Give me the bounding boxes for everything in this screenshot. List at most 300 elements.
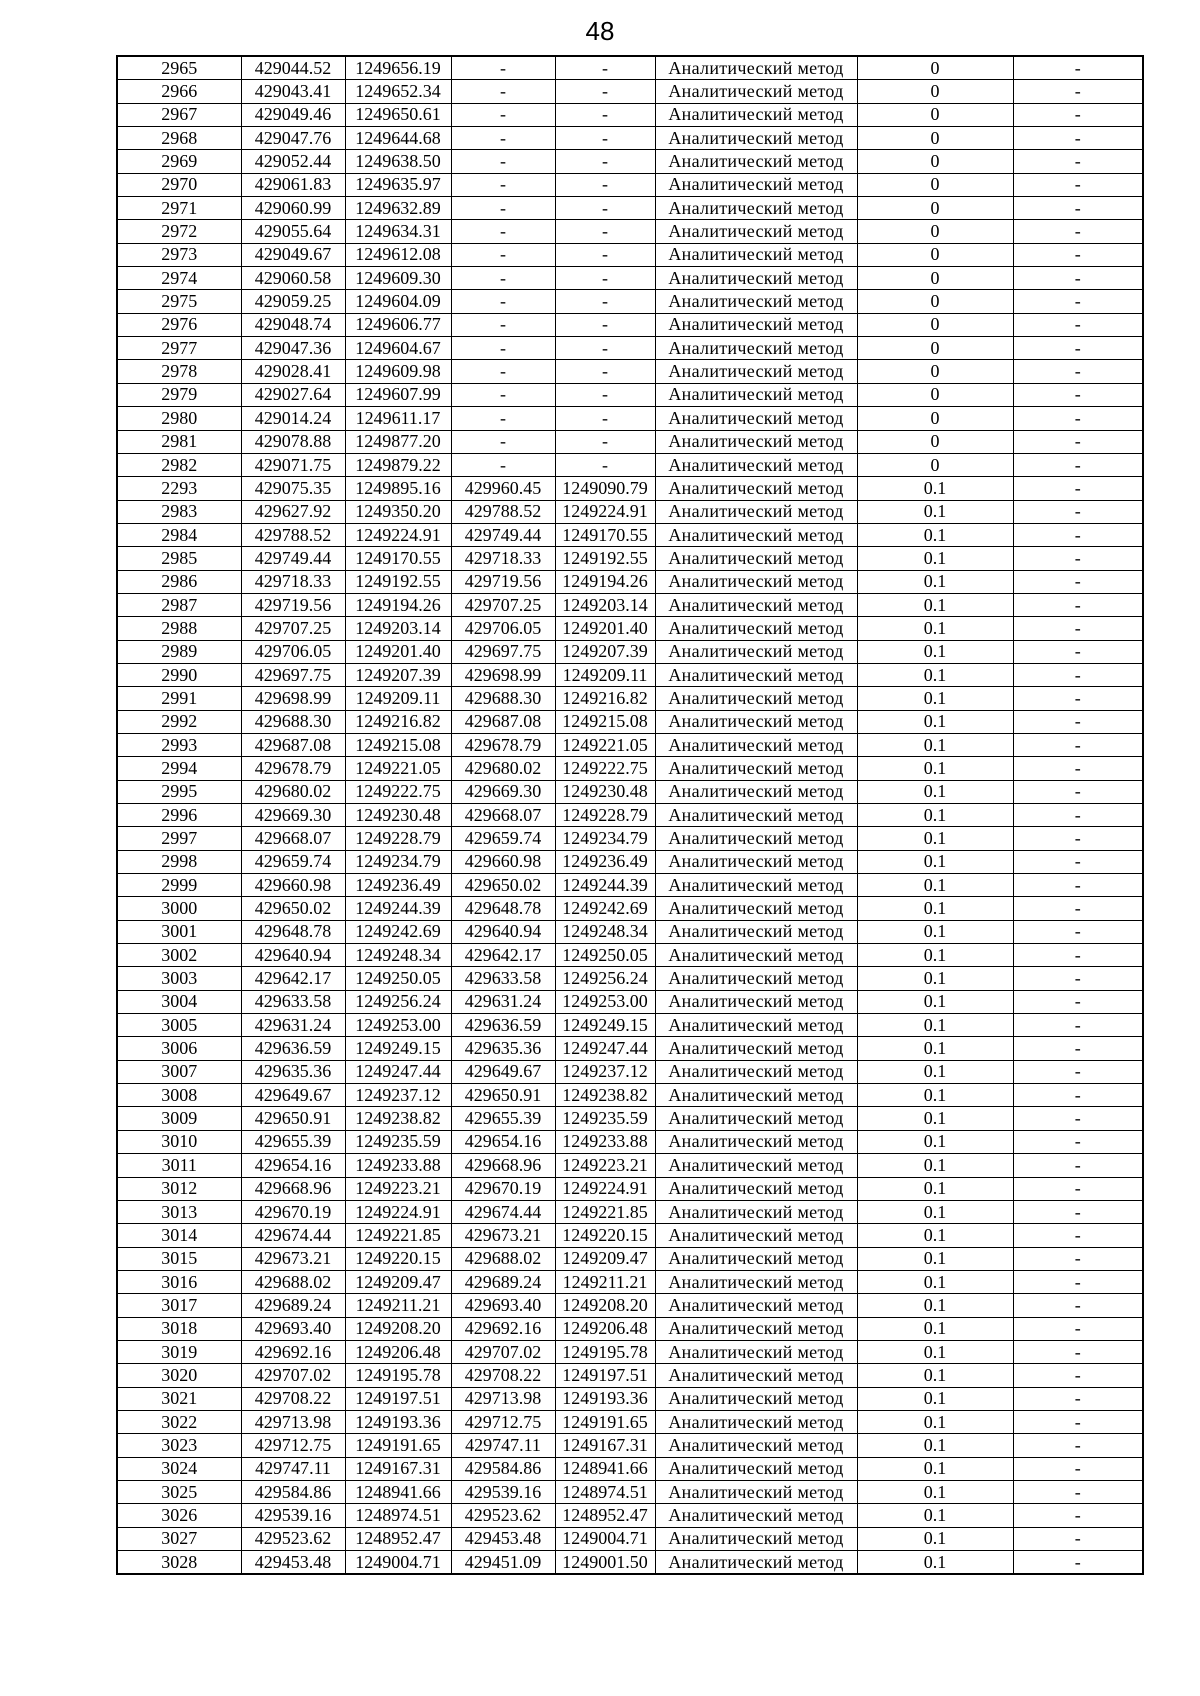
x2-coordinate-cell: - [451,383,555,406]
accuracy-cell: 0 [857,313,1013,336]
method-cell: Аналитический метод [655,1130,857,1153]
x-coordinate-cell: 429707.25 [241,617,345,640]
x-coordinate-cell: 429059.25 [241,290,345,313]
method-cell: Аналитический метод [655,383,857,406]
y-coordinate-cell: 1249195.78 [345,1364,451,1387]
x-coordinate-cell: 429453.48 [241,1551,345,1575]
y2-coordinate-cell: 1249234.79 [555,827,655,850]
table-row [117,1387,1143,1410]
accuracy-cell: 0.1 [857,804,1013,827]
note-cell: - [1013,220,1143,243]
accuracy-cell: 0 [857,150,1013,173]
y-coordinate-cell: 1249224.91 [345,523,451,546]
accuracy-cell: 0 [857,290,1013,313]
note-cell: - [1013,593,1143,616]
table-row [117,1037,1143,1060]
point-number-cell: 2967 [117,103,241,126]
y2-coordinate-cell: - [555,80,655,103]
x-coordinate-cell: 429075.35 [241,477,345,500]
method-cell: Аналитический метод [655,757,857,780]
table-row [117,313,1143,336]
table-row [117,617,1143,640]
method-cell: Аналитический метод [655,1014,857,1037]
y2-coordinate-cell: 1249256.24 [555,967,655,990]
y2-coordinate-cell: 1249203.14 [555,593,655,616]
point-number-cell: 3025 [117,1480,241,1503]
method-cell: Аналитический метод [655,710,857,733]
point-number-cell: 3001 [117,920,241,943]
x-coordinate-cell: 429047.36 [241,337,345,360]
y-coordinate-cell: 1249635.97 [345,173,451,196]
table-row [117,243,1143,266]
point-number-cell: 2977 [117,337,241,360]
y2-coordinate-cell: - [555,360,655,383]
x-coordinate-cell: 429649.67 [241,1084,345,1107]
x-coordinate-cell: 429660.98 [241,874,345,897]
method-cell: Аналитический метод [655,1200,857,1223]
accuracy-cell: 0.1 [857,617,1013,640]
x-coordinate-cell: 429060.99 [241,197,345,220]
y2-coordinate-cell: 1249224.91 [555,500,655,523]
accuracy-cell: 0.1 [857,1154,1013,1177]
x-coordinate-cell: 429052.44 [241,150,345,173]
note-cell: - [1013,1317,1143,1340]
table-row [117,80,1143,103]
accuracy-cell: 0.1 [857,1527,1013,1550]
y-coordinate-cell: 1249247.44 [345,1060,451,1083]
x-coordinate-cell: 429747.11 [241,1457,345,1480]
method-cell: Аналитический метод [655,1060,857,1083]
y2-coordinate-cell: 1249209.11 [555,663,655,686]
note-cell: - [1013,1200,1143,1223]
note-cell: - [1013,127,1143,150]
y2-coordinate-cell: 1249001.50 [555,1551,655,1575]
note-cell: - [1013,1224,1143,1247]
x2-coordinate-cell: 429678.79 [451,733,555,756]
note-cell: - [1013,1504,1143,1527]
y2-coordinate-cell: 1249238.82 [555,1084,655,1107]
x2-coordinate-cell: 429451.09 [451,1551,555,1575]
x-coordinate-cell: 429669.30 [241,804,345,827]
method-cell: Аналитический метод [655,1294,857,1317]
table-row [117,1364,1143,1387]
y2-coordinate-cell: - [555,127,655,150]
x-coordinate-cell: 429055.64 [241,220,345,243]
y-coordinate-cell: 1249209.11 [345,687,451,710]
point-number-cell: 2989 [117,640,241,663]
point-number-cell: 2970 [117,173,241,196]
table-row [117,220,1143,243]
point-number-cell: 3023 [117,1434,241,1457]
point-number-cell: 3027 [117,1527,241,1550]
note-cell: - [1013,103,1143,126]
x-coordinate-cell: 429718.33 [241,570,345,593]
y2-coordinate-cell: 1249247.44 [555,1037,655,1060]
x2-coordinate-cell: 429660.98 [451,850,555,873]
y-coordinate-cell: 1249167.31 [345,1457,451,1480]
point-number-cell: 2988 [117,617,241,640]
y-coordinate-cell: 1249656.19 [345,56,451,80]
note-cell: - [1013,850,1143,873]
accuracy-cell: 0.1 [857,640,1013,663]
x2-coordinate-cell: 429680.02 [451,757,555,780]
point-number-cell: 2983 [117,500,241,523]
table-row [117,804,1143,827]
point-number-cell: 2975 [117,290,241,313]
accuracy-cell: 0.1 [857,990,1013,1013]
y-coordinate-cell: 1249879.22 [345,453,451,476]
x2-coordinate-cell: 429642.17 [451,944,555,967]
table-row [117,967,1143,990]
x-coordinate-cell: 429049.46 [241,103,345,126]
x-coordinate-cell: 429539.16 [241,1504,345,1527]
method-cell: Аналитический метод [655,407,857,430]
table-row [117,197,1143,220]
note-cell: - [1013,337,1143,360]
note-cell: - [1013,804,1143,827]
point-number-cell: 2965 [117,56,241,80]
y2-coordinate-cell: - [555,220,655,243]
accuracy-cell: 0.1 [857,1130,1013,1153]
accuracy-cell: 0.1 [857,500,1013,523]
y-coordinate-cell: 1249248.34 [345,944,451,967]
y-coordinate-cell: 1249238.82 [345,1107,451,1130]
y-coordinate-cell: 1249208.20 [345,1317,451,1340]
table-row [117,103,1143,126]
point-number-cell: 3004 [117,990,241,1013]
x-coordinate-cell: 429687.08 [241,733,345,756]
point-number-cell: 3028 [117,1551,241,1575]
accuracy-cell: 0 [857,103,1013,126]
x2-coordinate-cell: 429712.75 [451,1410,555,1433]
table-row [117,850,1143,873]
x2-coordinate-cell: - [451,56,555,80]
y2-coordinate-cell: 1249233.88 [555,1130,655,1153]
note-cell: - [1013,663,1143,686]
x-coordinate-cell: 429673.21 [241,1247,345,1270]
y-coordinate-cell: 1249650.61 [345,103,451,126]
x-coordinate-cell: 429648.78 [241,920,345,943]
accuracy-cell: 0.1 [857,1247,1013,1270]
table-row [117,1224,1143,1247]
note-cell: - [1013,197,1143,220]
note-cell: - [1013,687,1143,710]
accuracy-cell: 0 [857,267,1013,290]
point-number-cell: 2972 [117,220,241,243]
table-row [117,1014,1143,1037]
x2-coordinate-cell: 429539.16 [451,1480,555,1503]
method-cell: Аналитический метод [655,1037,857,1060]
accuracy-cell: 0 [857,56,1013,80]
method-cell: Аналитический метод [655,1434,857,1457]
method-cell: Аналитический метод [655,1457,857,1480]
accuracy-cell: 0.1 [857,1410,1013,1433]
point-number-cell: 2971 [117,197,241,220]
note-cell: - [1013,920,1143,943]
y2-coordinate-cell: 1249249.15 [555,1014,655,1037]
method-cell: Аналитический метод [655,663,857,686]
y2-coordinate-cell: 1249242.69 [555,897,655,920]
method-cell: Аналитический метод [655,103,857,126]
y2-coordinate-cell: 1249248.34 [555,920,655,943]
y-coordinate-cell: 1249235.59 [345,1130,451,1153]
x-coordinate-cell: 429584.86 [241,1480,345,1503]
y2-coordinate-cell: 1249224.91 [555,1177,655,1200]
y2-coordinate-cell: 1249236.49 [555,850,655,873]
y-coordinate-cell: 1249609.30 [345,267,451,290]
y-coordinate-cell: 1249209.47 [345,1270,451,1293]
x-coordinate-cell: 429668.96 [241,1177,345,1200]
y2-coordinate-cell: 1249197.51 [555,1364,655,1387]
y-coordinate-cell: 1249211.21 [345,1294,451,1317]
y2-coordinate-cell: - [555,103,655,126]
x2-coordinate-cell: 429708.22 [451,1364,555,1387]
table-row [117,1247,1143,1270]
point-number-cell: 2985 [117,547,241,570]
x-coordinate-cell: 429680.02 [241,780,345,803]
x2-coordinate-cell: 429655.39 [451,1107,555,1130]
accuracy-cell: 0.1 [857,967,1013,990]
point-number-cell: 3014 [117,1224,241,1247]
note-cell: - [1013,243,1143,266]
accuracy-cell: 0.1 [857,920,1013,943]
x-coordinate-cell: 429706.05 [241,640,345,663]
table-row [117,430,1143,453]
x2-coordinate-cell: 429673.21 [451,1224,555,1247]
x-coordinate-cell: 429650.02 [241,897,345,920]
y-coordinate-cell: 1248952.47 [345,1527,451,1550]
method-cell: Аналитический метод [655,197,857,220]
accuracy-cell: 0.1 [857,710,1013,733]
x-coordinate-cell: 429078.88 [241,430,345,453]
x2-coordinate-cell: 429648.78 [451,897,555,920]
table-row [117,1270,1143,1293]
note-cell: - [1013,1037,1143,1060]
table-row [117,173,1143,196]
method-cell: Аналитический метод [655,1107,857,1130]
table-row [117,1200,1143,1223]
method-cell: Аналитический метод [655,827,857,850]
note-cell: - [1013,547,1143,570]
table-row [117,1130,1143,1153]
x2-coordinate-cell: - [451,127,555,150]
accuracy-cell: 0.1 [857,850,1013,873]
accuracy-cell: 0.1 [857,1434,1013,1457]
y2-coordinate-cell: - [555,383,655,406]
note-cell: - [1013,967,1143,990]
point-number-cell: 2984 [117,523,241,546]
y2-coordinate-cell: 1249206.48 [555,1317,655,1340]
x2-coordinate-cell: 429688.30 [451,687,555,710]
accuracy-cell: 0.1 [857,733,1013,756]
table-row [117,290,1143,313]
y2-coordinate-cell: 1249253.00 [555,990,655,1013]
method-cell: Аналитический метод [655,1317,857,1340]
method-cell: Аналитический метод [655,1270,857,1293]
y2-coordinate-cell: 1249237.12 [555,1060,655,1083]
point-number-cell: 2992 [117,710,241,733]
x2-coordinate-cell: - [451,313,555,336]
x-coordinate-cell: 429668.07 [241,827,345,850]
table-row [117,150,1143,173]
method-cell: Аналитический метод [655,453,857,476]
note-cell: - [1013,570,1143,593]
y-coordinate-cell: 1249191.65 [345,1434,451,1457]
method-cell: Аналитический метод [655,687,857,710]
point-number-cell: 3016 [117,1270,241,1293]
x-coordinate-cell: 429636.59 [241,1037,345,1060]
method-cell: Аналитический метод [655,1224,857,1247]
x-coordinate-cell: 429650.91 [241,1107,345,1130]
y2-coordinate-cell: 1249250.05 [555,944,655,967]
table-row [117,1154,1143,1177]
table-row [117,710,1143,733]
x2-coordinate-cell: 429650.02 [451,874,555,897]
x2-coordinate-cell: - [451,290,555,313]
x-coordinate-cell: 429071.75 [241,453,345,476]
accuracy-cell: 0.1 [857,547,1013,570]
note-cell: - [1013,1340,1143,1363]
accuracy-cell: 0.1 [857,1177,1013,1200]
y-coordinate-cell: 1249223.21 [345,1177,451,1200]
accuracy-cell: 0.1 [857,874,1013,897]
point-number-cell: 3026 [117,1504,241,1527]
accuracy-cell: 0 [857,360,1013,383]
note-cell: - [1013,897,1143,920]
method-cell: Аналитический метод [655,944,857,967]
point-number-cell: 3010 [117,1130,241,1153]
x-coordinate-cell: 429693.40 [241,1317,345,1340]
x2-coordinate-cell: 429697.75 [451,640,555,663]
y-coordinate-cell: 1249221.05 [345,757,451,780]
x2-coordinate-cell: - [451,103,555,126]
x2-coordinate-cell: 429693.40 [451,1294,555,1317]
point-number-cell: 2999 [117,874,241,897]
y-coordinate-cell: 1249256.24 [345,990,451,1013]
x-coordinate-cell: 429014.24 [241,407,345,430]
y2-coordinate-cell: - [555,290,655,313]
x2-coordinate-cell: - [451,80,555,103]
method-cell: Аналитический метод [655,1177,857,1200]
accuracy-cell: 0.1 [857,523,1013,546]
y-coordinate-cell: 1249237.12 [345,1084,451,1107]
x2-coordinate-cell: 429719.56 [451,570,555,593]
accuracy-cell: 0.1 [857,897,1013,920]
y2-coordinate-cell: 1249244.39 [555,874,655,897]
x2-coordinate-cell: 429631.24 [451,990,555,1013]
x2-coordinate-cell: 429668.07 [451,804,555,827]
point-number-cell: 3021 [117,1387,241,1410]
x-coordinate-cell: 429631.24 [241,1014,345,1037]
table-row [117,56,1143,80]
table-row [117,897,1143,920]
point-number-cell: 3006 [117,1037,241,1060]
y2-coordinate-cell: 1248974.51 [555,1480,655,1503]
method-cell: Аналитический метод [655,1480,857,1503]
note-cell: - [1013,407,1143,430]
method-cell: Аналитический метод [655,897,857,920]
point-number-cell: 2996 [117,804,241,827]
table-row [117,874,1143,897]
point-number-cell: 3002 [117,944,241,967]
x2-coordinate-cell: 429689.24 [451,1270,555,1293]
accuracy-cell: 0 [857,243,1013,266]
x2-coordinate-cell: 429640.94 [451,920,555,943]
method-cell: Аналитический метод [655,850,857,873]
table-row [117,640,1143,663]
x-coordinate-cell: 429642.17 [241,967,345,990]
table-row [117,1457,1143,1480]
x2-coordinate-cell: 429788.52 [451,500,555,523]
y-coordinate-cell: 1249652.34 [345,80,451,103]
accuracy-cell: 0.1 [857,570,1013,593]
y2-coordinate-cell: 1249090.79 [555,477,655,500]
point-number-cell: 2966 [117,80,241,103]
point-number-cell: 2968 [117,127,241,150]
method-cell: Аналитический метод [655,523,857,546]
note-cell: - [1013,1154,1143,1177]
note-cell: - [1013,56,1143,80]
note-cell: - [1013,1247,1143,1270]
y-coordinate-cell: 1249004.71 [345,1551,451,1575]
x2-coordinate-cell: 429584.86 [451,1457,555,1480]
y-coordinate-cell: 1249203.14 [345,617,451,640]
method-cell: Аналитический метод [655,1527,857,1550]
point-number-cell: 3005 [117,1014,241,1037]
y2-coordinate-cell: - [555,267,655,290]
y2-coordinate-cell: 1249223.21 [555,1154,655,1177]
method-cell: Аналитический метод [655,80,857,103]
method-cell: Аналитический метод [655,990,857,1013]
method-cell: Аналитический метод [655,430,857,453]
x2-coordinate-cell: - [451,360,555,383]
accuracy-cell: 0.1 [857,1551,1013,1575]
x2-coordinate-cell: - [451,407,555,430]
point-number-cell: 2976 [117,313,241,336]
accuracy-cell: 0.1 [857,757,1013,780]
note-cell: - [1013,453,1143,476]
note-cell: - [1013,1084,1143,1107]
note-cell: - [1013,150,1143,173]
point-number-cell: 2981 [117,430,241,453]
point-number-cell: 2991 [117,687,241,710]
note-cell: - [1013,1177,1143,1200]
y2-coordinate-cell: 1249195.78 [555,1340,655,1363]
y2-coordinate-cell: 1248952.47 [555,1504,655,1527]
accuracy-cell: 0.1 [857,1037,1013,1060]
table-row [117,1527,1143,1550]
y-coordinate-cell: 1249234.79 [345,850,451,873]
table-row [117,757,1143,780]
note-cell: - [1013,1434,1143,1457]
y-coordinate-cell: 1249606.77 [345,313,451,336]
method-cell: Аналитический метод [655,780,857,803]
x2-coordinate-cell: 429747.11 [451,1434,555,1457]
y-coordinate-cell: 1249350.20 [345,500,451,523]
y-coordinate-cell: 1249220.15 [345,1247,451,1270]
x2-coordinate-cell: - [451,430,555,453]
table-row [117,383,1143,406]
note-cell: - [1013,617,1143,640]
x-coordinate-cell: 429689.24 [241,1294,345,1317]
table-row [117,547,1143,570]
method-cell: Аналитический метод [655,1340,857,1363]
x-coordinate-cell: 429027.64 [241,383,345,406]
point-number-cell: 2997 [117,827,241,850]
table-row [117,1177,1143,1200]
point-number-cell: 2994 [117,757,241,780]
y2-coordinate-cell: 1249221.05 [555,733,655,756]
